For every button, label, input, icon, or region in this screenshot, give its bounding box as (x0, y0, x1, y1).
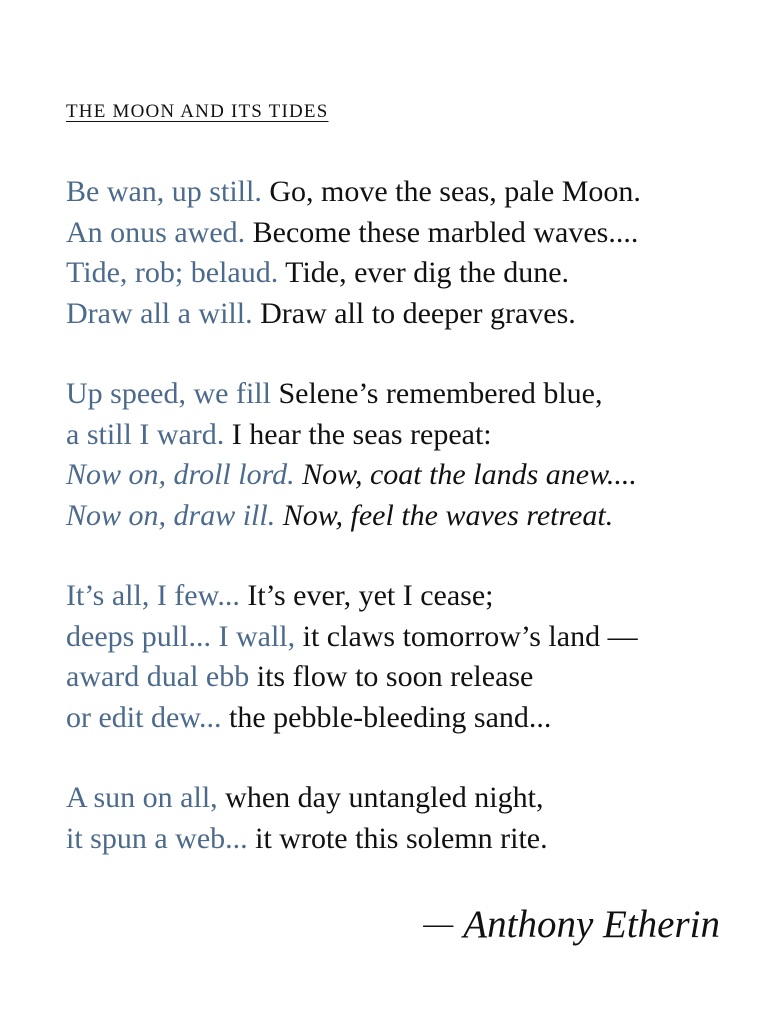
poem-line (66, 778, 766, 819)
line-blue-phrase: Now on, droll lord. (66, 458, 295, 491)
poem-line (66, 657, 766, 698)
line-blue-phrase: it spun a web... (66, 821, 248, 855)
line-black-phrase: Go, move the seas, pale Moon. (261, 175, 641, 208)
poem-line (66, 415, 766, 456)
line-blue-phrase: Draw all a will. (66, 296, 253, 330)
line-blue-phrase: Tide, rob; belaud. (66, 256, 279, 289)
line-black-phrase: Selene’s remembered blue, (270, 377, 603, 410)
poem-line (66, 617, 766, 658)
poem-line (66, 698, 766, 739)
line-black-phrase: the pebble-bleeding sand... (221, 700, 552, 734)
line-blue-phrase: award dual ebb (66, 660, 250, 693)
line-black-phrase: Tide, ever dig the dune. (278, 256, 570, 289)
line-blue-phrase: a still I ward. (66, 417, 225, 451)
line-black-phrase: Now, coat the lands anew.... (294, 458, 637, 491)
line-black-phrase: Draw all to deeper graves. (252, 296, 576, 330)
poem-body (66, 172, 766, 899)
line-black-phrase: it claws tomorrow’s land — (295, 619, 638, 653)
line-black-phrase: when day untangled night, (217, 781, 544, 814)
line-black-phrase: I hear the seas repeat: (224, 417, 492, 451)
line-black-phrase: its flow to soon release (249, 660, 534, 693)
line-black-phrase: it wrote this solemn rite. (247, 821, 548, 855)
poem-line (66, 213, 766, 254)
poem-line (66, 253, 766, 294)
poem-line (66, 576, 766, 617)
line-blue-phrase: deeps pull... I wall, (66, 619, 296, 653)
line-black-phrase: Now, feel the waves retreat. (275, 498, 614, 532)
line-blue-phrase: Now on, draw ill. (66, 498, 276, 532)
poem-line (66, 374, 766, 415)
poem-line (66, 172, 766, 213)
line-blue-phrase: Be wan, up still. (66, 175, 262, 208)
poem-title: THE MOON AND ITS TIDES (66, 101, 329, 122)
line-black-phrase: It’s ever, yet I cease; (239, 579, 494, 612)
line-blue-phrase: Up speed, we fill (66, 377, 271, 410)
author-signature (423, 902, 720, 947)
stanza-3 (66, 576, 766, 738)
poem-line (66, 294, 766, 335)
stanza-2 (66, 374, 766, 536)
line-blue-phrase: It’s all, I few... (66, 579, 240, 612)
line-blue-phrase: or edit dew... (66, 700, 222, 734)
poem-line (66, 455, 766, 496)
line-blue-phrase: An onus awed. (66, 215, 246, 249)
author-name: Anthony Etherin (463, 903, 720, 946)
stanza-1 (66, 172, 766, 334)
line-black-phrase: Become these marbled waves.... (245, 215, 639, 249)
poem-line (66, 496, 766, 537)
stanza-4 (66, 778, 766, 859)
signature-dash: — (423, 907, 454, 940)
line-blue-phrase: A sun on all, (66, 781, 218, 814)
poem-line (66, 819, 766, 860)
